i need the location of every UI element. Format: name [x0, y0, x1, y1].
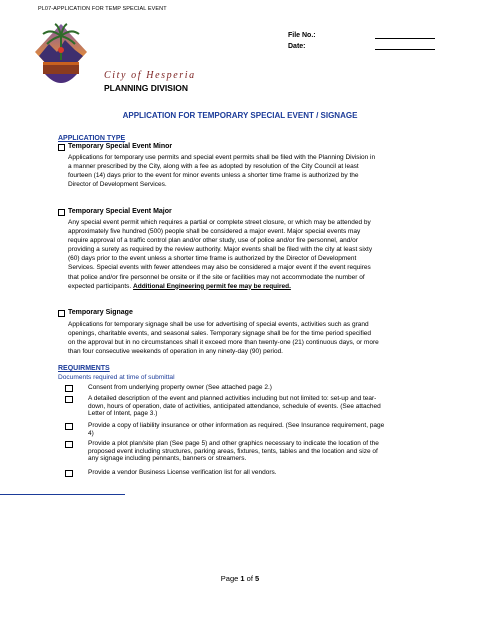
major-event-checkbox[interactable] — [58, 209, 65, 216]
req-site-plan: Provide a plot plan/site plan (See page 5) and other graphics necessary to indicate the location of the proposed event including structures, parking areas, fixtures, tents, tables and the location and size of any signage including pennants, banners or streamers. — [88, 440, 379, 463]
req-event-description-checkbox[interactable] — [65, 396, 73, 403]
req-insurance: Provide a copy of liability insurance or other information as required. (See Insurance requirement, page 4) — [88, 422, 385, 437]
file-no-label: File No.: — [288, 32, 316, 39]
date-label: Date: — [288, 43, 306, 50]
date-field[interactable] — [375, 49, 435, 50]
division-name: PLANNING DIVISION — [104, 83, 189, 93]
req-site-plan-checkbox[interactable] — [65, 441, 73, 448]
req-vendor-license: Provide a vendor Business License verification list for all vendors. — [88, 469, 277, 476]
footnote-separator — [0, 494, 125, 495]
city-name: City of Hesperia — [104, 70, 196, 81]
requirements-heading: REQUIRMENTS — [58, 365, 110, 372]
engineering-fee-note: Additional Engineering permit fee may be required. — [133, 282, 291, 290]
req-insurance-checkbox[interactable] — [65, 423, 73, 430]
req-owner-consent-checkbox[interactable] — [65, 385, 73, 392]
signage-description: Applications for temporary signage shall be use for advertising of special events, activities such as grand openings, charitable events, and seasonal sales. Temporary signage shall be for the time period specified on the approval but in no circumstances shall it exceed more than twenty-one (21) continuous days, or more than four consecutive weekends of operation in any ninety-day (90) period. — [68, 321, 379, 356]
page-number: Page 1 of 5 — [220, 574, 260, 583]
requirements-subheading: Documents required at time of submittal — [58, 374, 175, 381]
req-vendor-license-checkbox[interactable] — [65, 470, 73, 477]
minor-event-label: Temporary Special Event Minor — [68, 143, 173, 150]
req-owner-consent: Consent from underlying property owner (See attached page 2.) — [88, 384, 272, 391]
signage-checkbox[interactable] — [58, 310, 65, 317]
city-logo — [33, 22, 89, 96]
application-type-heading: APPLICATION TYPE — [58, 135, 126, 142]
minor-event-checkbox[interactable] — [58, 144, 65, 151]
file-no-field[interactable] — [375, 38, 435, 39]
signage-label: Temporary Signage — [68, 309, 133, 316]
document-code: PL07-APPLICATION FOR TEMP SPECIAL EVENT — [38, 6, 167, 12]
form-title: APPLICATION FOR TEMPORARY SPECIAL EVENT / SIGNAGE — [122, 111, 358, 120]
major-event-description: Any special event permit which requires a partial or complete street closure, or which may be attended by approximately five hundred (500) people shall be considered a major event. Major special events may require approval of a traffic control plan and/or other study, use of police and/or fire personnel, and/or providing a surety as required by the review authority. Major events shall be filed with the city at least sixty (60) days prior to the event unless a shorter time frame is authorized by the Director of Development Services. Special events with fewer attendees may also be considered a major event if the event requires that police and/or fire personnel be onsite or if the site or facilities may not accommodate the number of expected participants. Additional Engineering permit fee may be required. — [68, 219, 373, 290]
major-event-label: Temporary Special Event Major — [68, 208, 172, 215]
minor-event-description: Applications for temporary use permits and special event permits shall be filed with the Planning Division in a manner prescribed by the City, along with a fee as adopted by resolution of the City Council at least fourteen (14) days prior to the event for minor events unless a shorter time frame is authorized by the Director of Development Services. — [68, 154, 376, 189]
req-event-description: A detailed description of the event and planned activities including but not limited to: set-up and tear- down, hours of operation, date of activities, anticipated attendance, schedule of events. (See attached Letter of Intent, page 3.) — [88, 395, 381, 418]
